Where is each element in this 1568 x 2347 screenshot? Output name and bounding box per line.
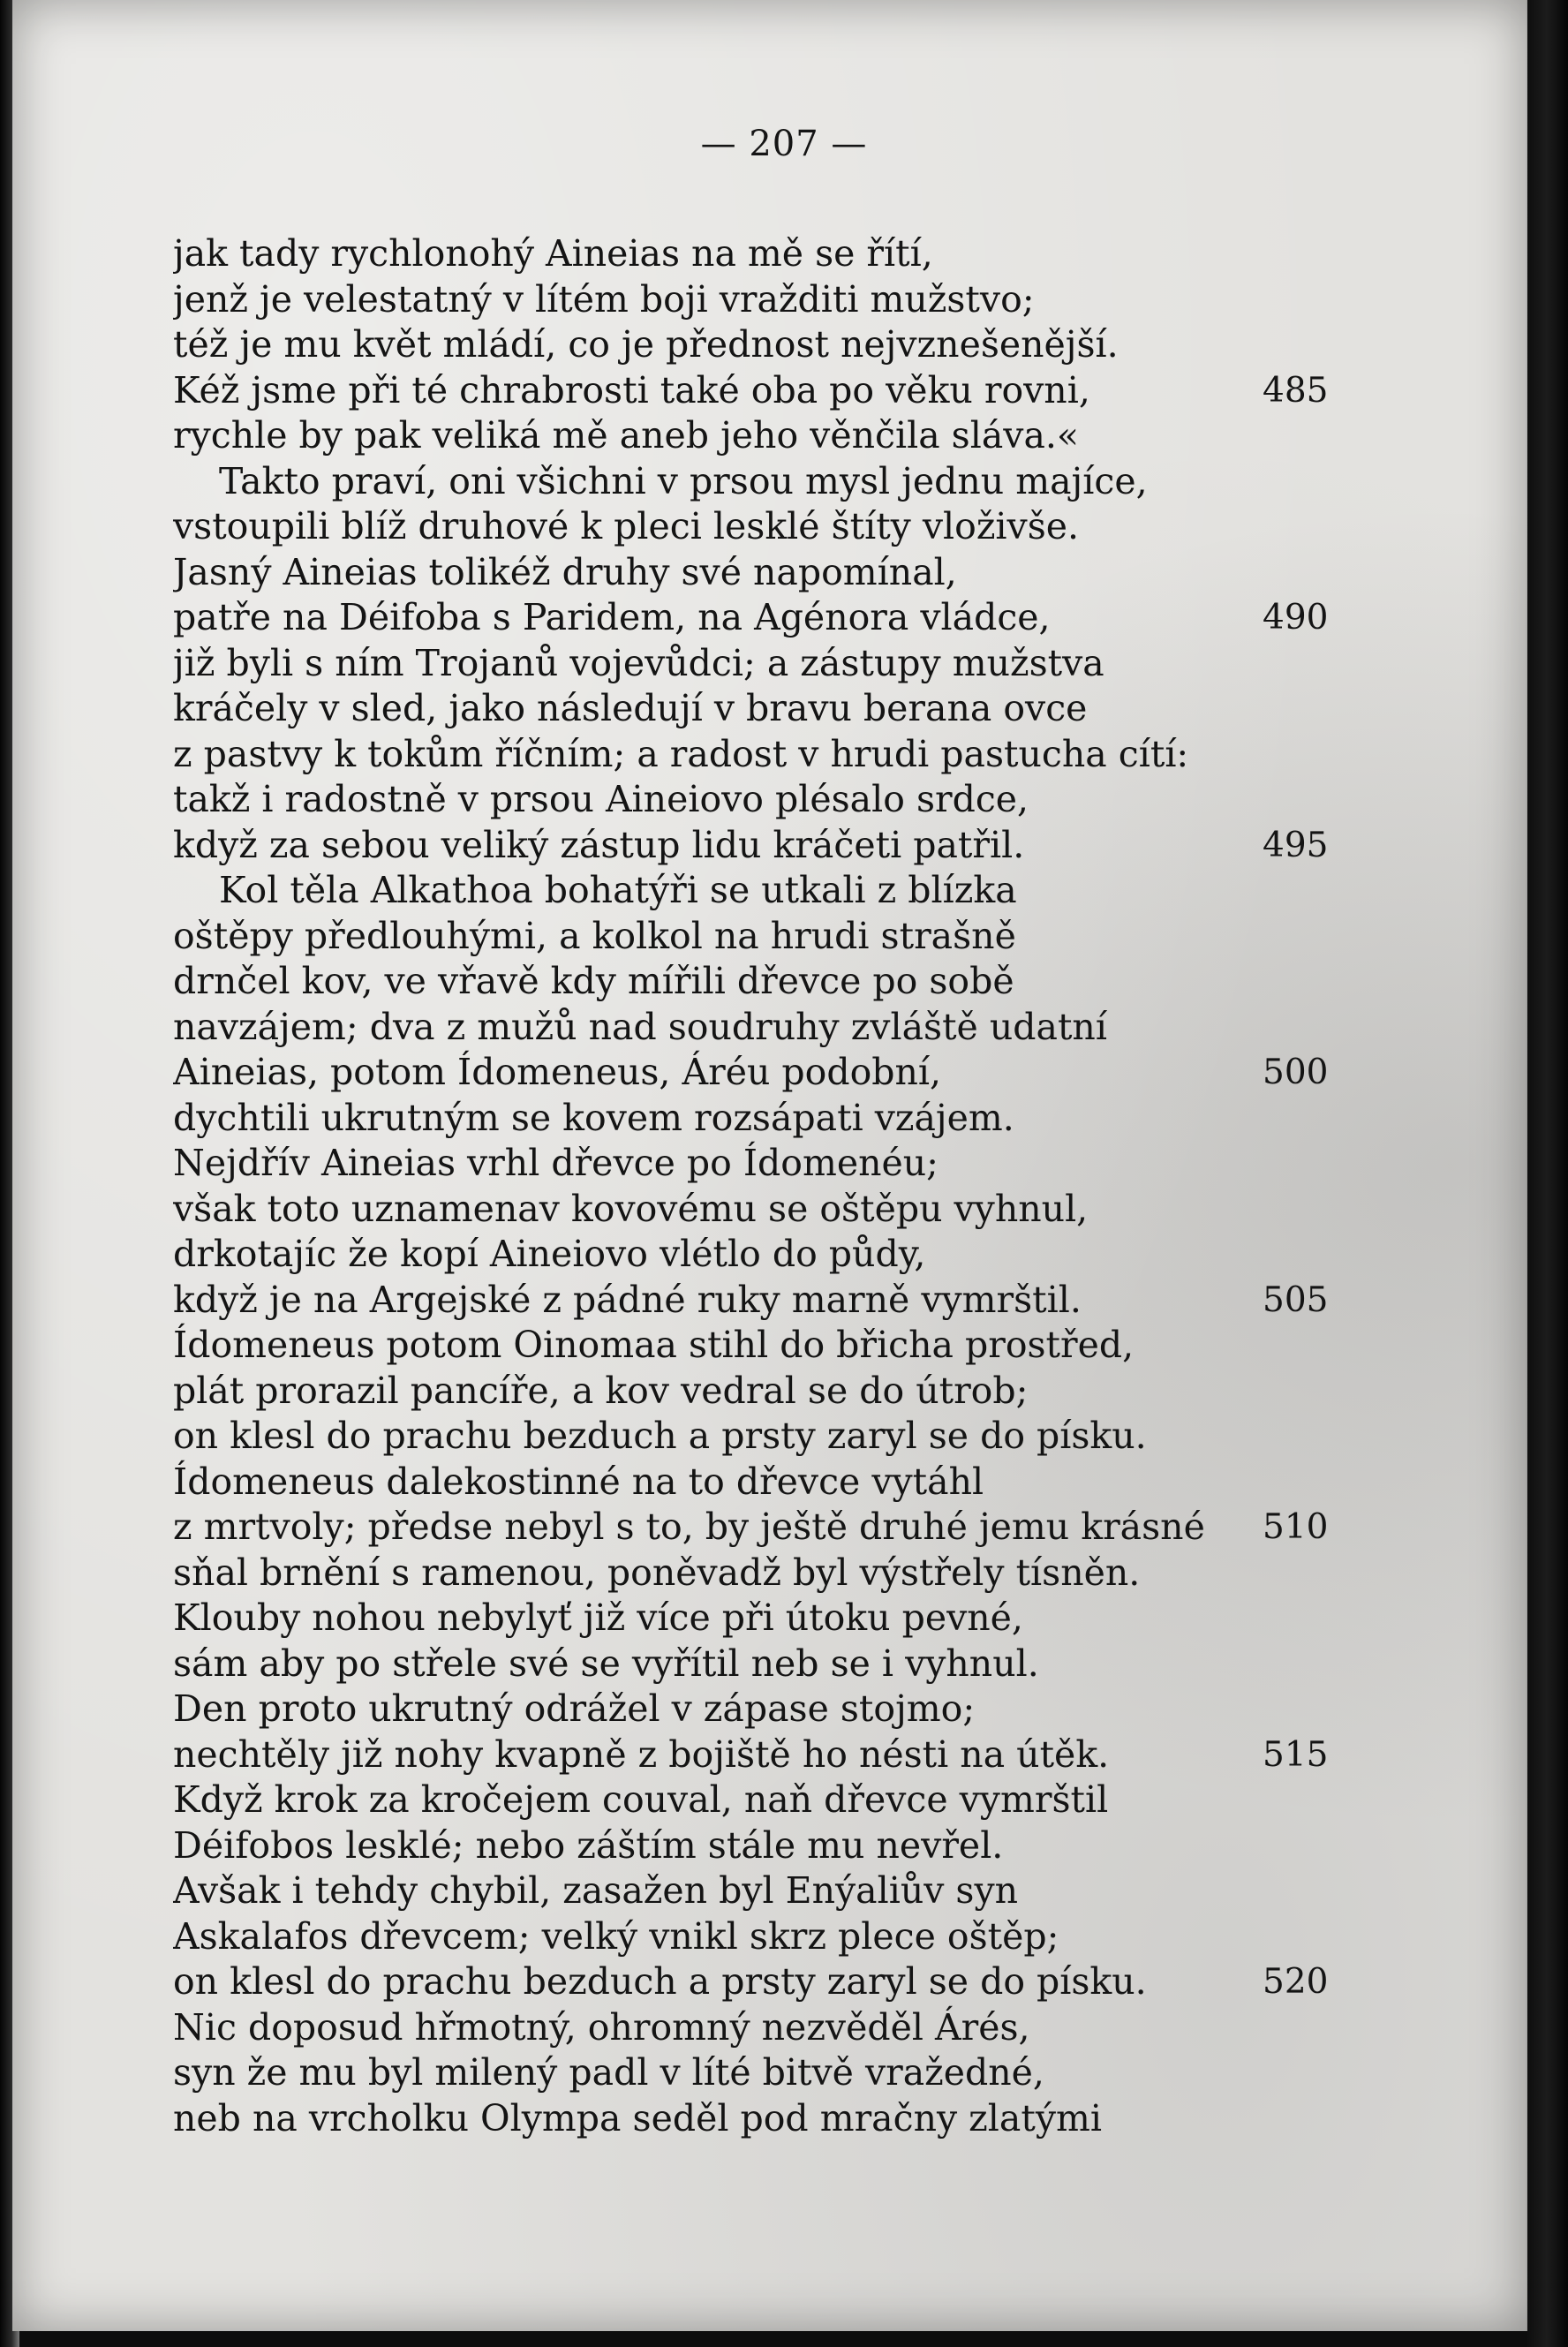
verse-text: když za sebou veliký zástup lidu kráčeti patřil. — [173, 823, 1025, 866]
line-number: 485 — [1263, 370, 1329, 411]
page-number: — 207 — — [700, 124, 868, 164]
verse-text: drnčel kov, ve vřavě kdy mířili dřevce po sobě — [173, 960, 1014, 1002]
verse-text: sňal brnění s ramenou, poněvadž byl výstřely tísněn. — [173, 1551, 1141, 1594]
verse-line — [173, 1505, 1391, 1551]
verse-text: jenž je velestatný v lítém boji vražditi mužstvo; — [173, 277, 1035, 321]
verse-line — [173, 868, 1391, 914]
verse-line — [173, 1460, 1391, 1506]
verse-line — [173, 641, 1391, 687]
verse-line — [173, 322, 1391, 368]
verse-line — [173, 959, 1391, 1005]
verse-text: neb na vrcholku Olympa seděl pod mračny zlatými — [173, 2096, 1102, 2139]
verse-text: rychle by pak veliká mě aneb jeho věnčila sláva.« — [173, 414, 1080, 457]
verse-text: Jasný Aineias tolikéž druhy své napomínal, — [173, 550, 957, 593]
verse-text: Ídomeneus dalekostinné na to dřevce vytáhl — [173, 1460, 984, 1503]
verse-line — [173, 1551, 1391, 1596]
verse-line — [173, 413, 1391, 459]
verse-line — [173, 1823, 1391, 1869]
verse-text: syn že mu byl milený padl v líté bitvě vražedné, — [173, 2051, 1044, 2094]
verse-line — [173, 686, 1391, 732]
verse-line — [173, 2005, 1391, 2051]
verse-line — [173, 1687, 1391, 1732]
verse-line — [173, 1278, 1391, 1324]
scan-right-edge — [1526, 0, 1568, 2347]
verse-text: již byli s ním Trojanů vojevůdci; a zástupy mužstva — [173, 641, 1104, 684]
verse-text: oštěpy předlouhými, a kolkol na hrudi strašně — [173, 914, 1016, 957]
verse-line — [173, 1096, 1391, 1142]
verse-text: vstoupili blíž druhové k pleci lesklé štíty vloživše. — [173, 505, 1080, 547]
verse-line — [173, 1959, 1391, 2005]
verse-text: patře na Déifoba s Paridem, na Agénora vládce, — [173, 596, 1051, 638]
verse-text: též je mu květ mládí, co je přednost nejvznešenější. — [173, 323, 1119, 366]
verse-line — [173, 1777, 1391, 1823]
verse-line — [173, 732, 1391, 778]
verse-text: Nejdřív Aineias vrhl dřevce po Ídomenéu; — [173, 1142, 939, 1184]
verse-line — [173, 550, 1391, 596]
line-number: 520 — [1263, 1962, 1329, 2002]
verse-text: Když krok za kročejem couval, naň dřevce vymrštil — [173, 1778, 1109, 1821]
verse-text: jak tady rychlonohý Aineias na mě se řítí, — [173, 232, 933, 275]
verse-line — [173, 823, 1391, 869]
line-number: 505 — [1263, 1279, 1329, 1320]
line-number: 490 — [1263, 598, 1329, 638]
verse-line — [173, 2050, 1391, 2096]
verse-text: Déifobos lesklé; nebo záštím stále mu nevřel. — [173, 1823, 1004, 1867]
verse-line — [173, 504, 1391, 550]
verse-line — [173, 1641, 1391, 1687]
verse-line — [173, 1187, 1391, 1233]
verse-text: takž i radostně v prsou Aineiovo plésalo srdce, — [173, 778, 1029, 820]
verse-line — [173, 1005, 1391, 1051]
verse-line — [173, 2096, 1391, 2142]
verse-text: Klouby nohou nebylyť již více při útoku pevné, — [173, 1596, 1023, 1639]
line-number: 510 — [1263, 1507, 1329, 1547]
verse-line — [173, 1323, 1391, 1369]
verse-text: Nic doposud hřmotný, ohromný nezvěděl Árés, — [173, 2005, 1030, 2049]
verse-text: kráčely v sled, jako následují v bravu berana ovce — [173, 687, 1088, 729]
verse-line — [173, 1232, 1391, 1278]
verse-text: Kéž jsme při té chrabrosti také oba po věku rovni, — [173, 368, 1090, 411]
verse-text: dychtili ukrutným se kovem rozsápati vzájem. — [173, 1096, 1014, 1139]
verse-line — [173, 777, 1391, 823]
verse-text: Ídomeneus potom Oinomaa stihl do břicha prostřed, — [173, 1324, 1135, 1366]
verse-text: z mrtvoly; předse nebyl s to, by ještě druhé jemu krásné — [173, 1506, 1205, 1548]
verse-text: když je na Argejské z pádné ruky marně vymrštil. — [173, 1278, 1082, 1321]
verse-text: drkotajíc že kopí Aineiovo vlétlo do půdy, — [173, 1233, 926, 1275]
verse-line — [173, 277, 1391, 323]
verse-line — [173, 1050, 1391, 1096]
verse-line — [173, 1914, 1391, 1960]
verse-line — [173, 231, 1391, 277]
verse-line — [173, 1868, 1391, 1914]
line-number: 500 — [1263, 1053, 1329, 1092]
verse-line — [173, 1732, 1391, 1778]
verse-text: však toto uznamenav kovovému se oštěpu vyhnul, — [173, 1187, 1089, 1230]
poem-text — [173, 231, 1391, 2141]
verse-text: Kol těla Alkathoa bohatýři se utkali z blízka — [219, 869, 1017, 911]
verse-line — [173, 1414, 1391, 1460]
verse-text: Askalafos dřevcem; velký vnikl skrz plece oštěp; — [173, 1914, 1059, 1958]
line-number: 515 — [1263, 1734, 1329, 1775]
verse-line — [173, 1369, 1391, 1415]
verse-text: on klesl do prachu bezduch a prsty zaryl se do písku. — [173, 1960, 1147, 2003]
verse-line — [173, 459, 1391, 505]
verse-line — [173, 595, 1391, 641]
verse-text: nechtěly již nohy kvapně z bojiště ho nésti na útěk. — [173, 1732, 1110, 1776]
verse-text: navzájem; dva z mužů nad soudruhy zvláště udatní — [173, 1005, 1107, 1048]
verse-line — [173, 1596, 1391, 1641]
verse-text: on klesl do prachu bezduch a prsty zaryl se do písku. — [173, 1415, 1147, 1457]
line-number: 495 — [1263, 825, 1329, 865]
verse-text: Aineias, potom Ídomeneus, Áréu podobní, — [173, 1051, 942, 1093]
verse-text: sám aby po střele své se vyřítil neb se i vyhnul. — [173, 1641, 1039, 1685]
verse-text: z pastvy k tokům říčním; a radost v hrudi pastucha cítí: — [173, 732, 1189, 775]
verse-text: plát prorazil pancíře, a kov vedral se do útrob; — [173, 1369, 1029, 1412]
verse-text: Takto praví, oni všichni v prsou mysl jednu majíce, — [219, 459, 1148, 502]
verse-line — [173, 914, 1391, 960]
verse-line — [173, 1141, 1391, 1187]
verse-text: Den proto ukrutný odrážel v zápase stojmo; — [173, 1687, 976, 1730]
verse-line — [173, 368, 1391, 414]
verse-text: Avšak i tehdy chybil, zasažen byl Enýaliův syn — [173, 1869, 1019, 1912]
